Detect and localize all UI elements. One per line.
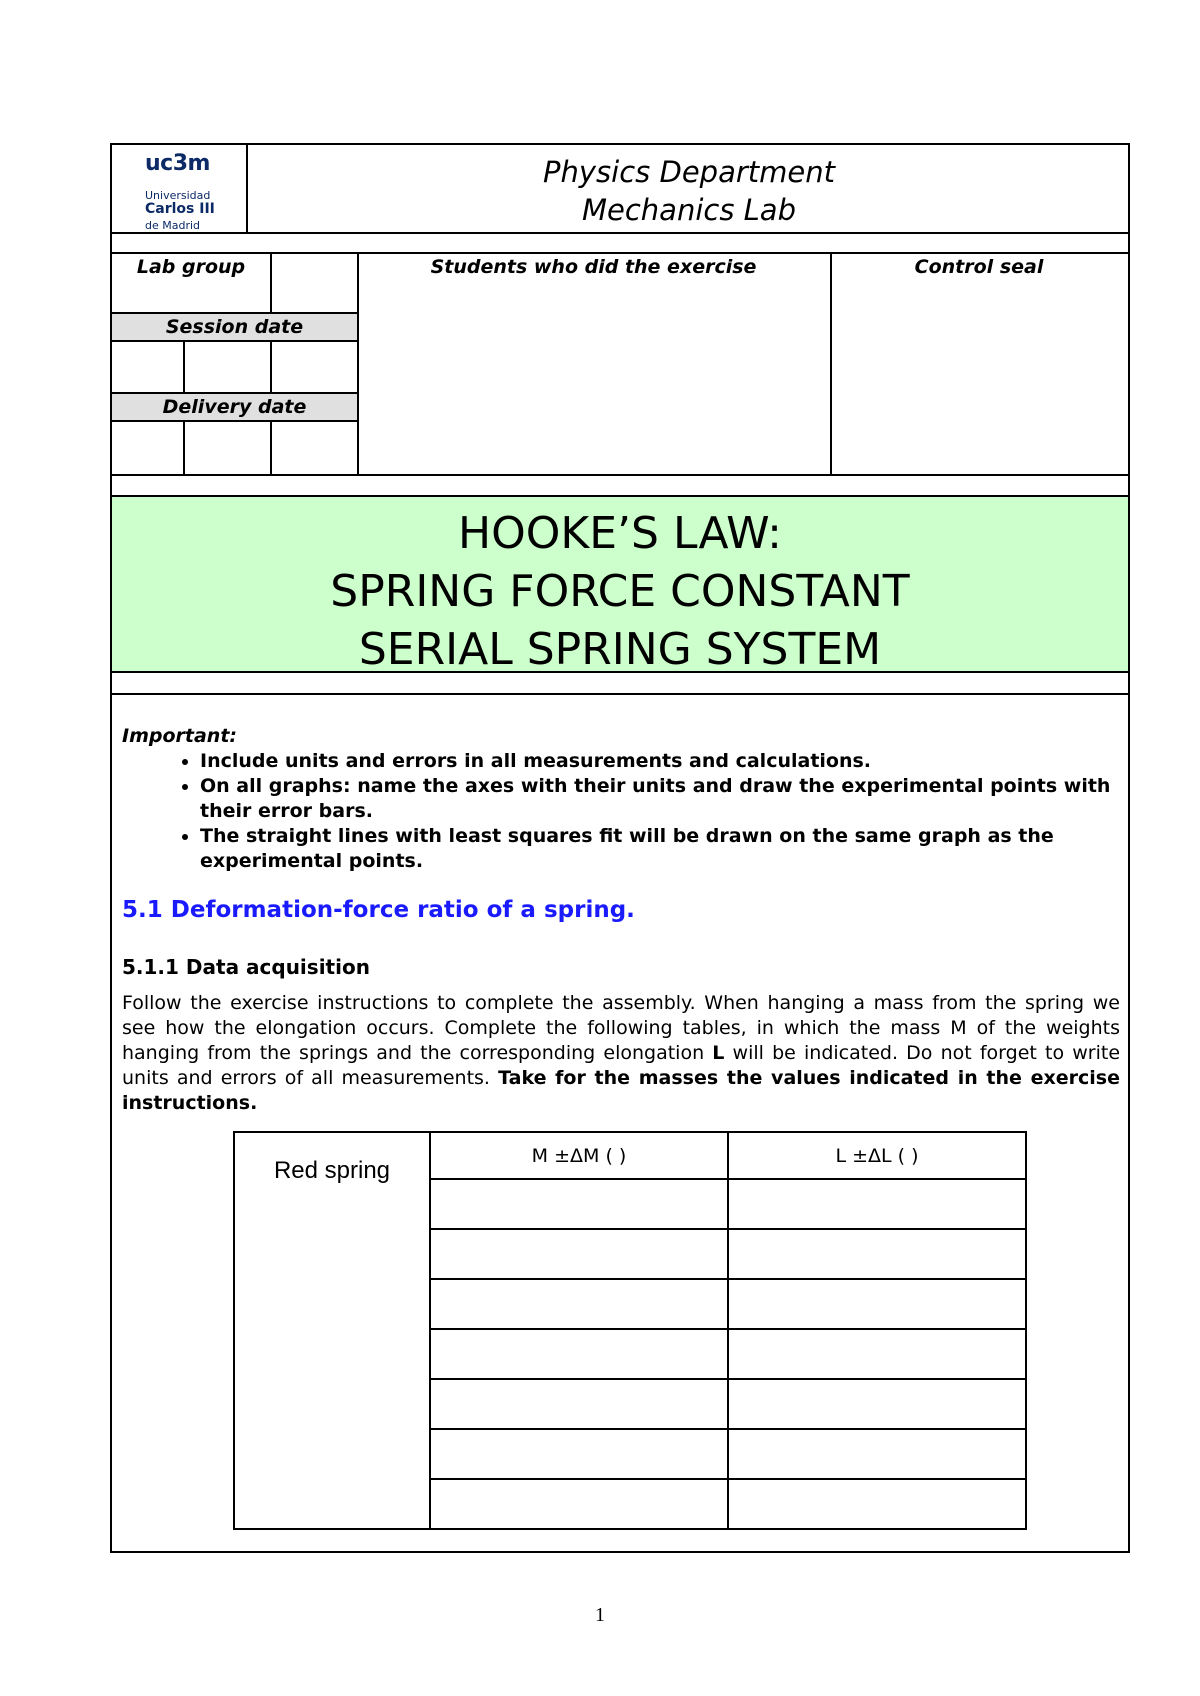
logo-line-2: Carlos III	[145, 201, 215, 217]
table-cell[interactable]	[430, 1479, 728, 1529]
students-label: Students who did the exercise	[430, 256, 757, 278]
divider	[270, 342, 272, 392]
logo-line-1: Universidad	[145, 189, 211, 202]
table-cell[interactable]	[728, 1179, 1026, 1229]
paragraph-symbol: L	[712, 1042, 725, 1064]
table-cell[interactable]	[430, 1229, 728, 1279]
lab-name: Mechanics Lab	[581, 193, 796, 227]
section-heading: 5.1 Deformation-force ratio of a spring.	[122, 897, 635, 923]
divider	[112, 474, 1128, 476]
title-line-1: HOOKE’S LAW:	[458, 508, 782, 559]
experiment-title	[112, 495, 1128, 673]
title-line-2: SPRING FORCE CONSTANT	[330, 566, 910, 617]
paragraph-emphasis: Take for the masses the values indicated in the exercise instructions.	[122, 1067, 1120, 1114]
paragraph-text: will be indicated. Do not forget to write units and errors of all measurements.	[122, 1042, 1121, 1089]
list-item: • Include units and errors in all measurements and calculations.	[200, 749, 1112, 774]
delivery-date-label: Delivery date	[162, 396, 307, 418]
table-cell[interactable]	[430, 1379, 728, 1429]
logo-brand: uc3m	[145, 151, 210, 176]
list-item: • The straight lines with least squares fit will be drawn on the same graph as the experimental points.	[200, 824, 1112, 874]
session-date-row	[112, 312, 357, 342]
divider	[112, 232, 1128, 234]
title-line-3: SERIAL SPRING SYSTEM	[358, 624, 882, 675]
university-logo	[112, 145, 248, 232]
divider	[183, 422, 185, 474]
divider	[357, 252, 359, 474]
divider	[270, 252, 272, 312]
table-cell[interactable]	[430, 1329, 728, 1379]
table-cell[interactable]	[728, 1229, 1026, 1279]
table-cell[interactable]	[728, 1279, 1026, 1329]
length-column-header: L ±ΔL ( )	[728, 1132, 1026, 1179]
table-cell[interactable]	[430, 1179, 728, 1229]
table-cell[interactable]	[430, 1279, 728, 1329]
divider	[830, 252, 832, 474]
important-list	[122, 749, 1112, 874]
page-number: 1	[595, 1604, 605, 1626]
important-label: Important:	[122, 725, 238, 747]
form-frame	[110, 143, 1130, 1553]
logo-line-3: de Madrid	[145, 219, 201, 232]
table-cell[interactable]	[430, 1429, 728, 1479]
table-cell[interactable]	[728, 1479, 1026, 1529]
mass-column-header: M ±ΔM ( )	[430, 1132, 728, 1179]
session-date-label: Session date	[165, 316, 304, 338]
control-seal-label: Control seal	[914, 256, 1044, 278]
department-header	[248, 145, 1130, 232]
table-cell[interactable]	[728, 1329, 1026, 1379]
instructions-paragraph	[122, 991, 1120, 1116]
divider	[183, 342, 185, 392]
row-label: Red spring	[234, 1132, 430, 1529]
list-item: • On all graphs: name the axes with their units and draw the experimental points with their error bars.	[200, 774, 1112, 824]
department-name: Physics Department	[543, 155, 835, 189]
subsection-heading: 5.1.1 Data acquisition	[122, 955, 370, 979]
table-cell[interactable]	[728, 1429, 1026, 1479]
table-cell[interactable]	[728, 1379, 1026, 1429]
lab-group-label: Lab group	[136, 256, 246, 278]
delivery-date-row	[112, 392, 357, 422]
red-spring-table	[233, 1131, 1027, 1530]
divider	[112, 252, 1128, 254]
paragraph-text: Follow the exercise instructions to complete the assembly. When hanging a mass from the spring we see how the elongation occurs. Complete the following tables, in which the mass M of the weights hanging from the springs and the corresponding elongation	[122, 992, 1120, 1064]
divider	[270, 422, 272, 474]
divider	[112, 693, 1128, 695]
